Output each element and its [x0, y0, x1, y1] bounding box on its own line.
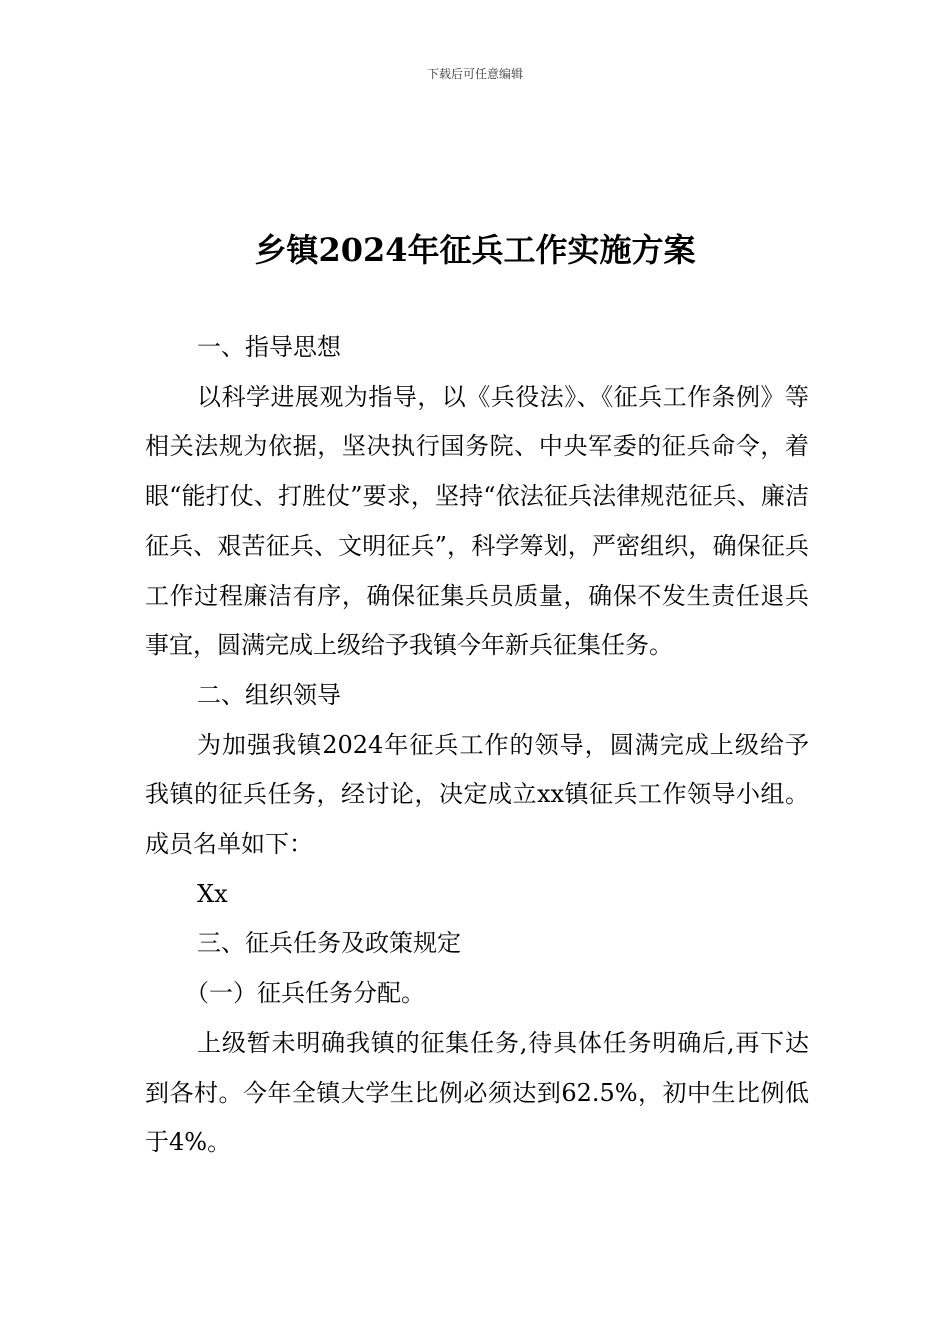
paragraph-guiding-ideology: 以科学进展观为指导，以《兵役法》、《征兵工作条例》等相关法规为依据，坚决执行国务院、中央军委的征兵命令，着眼“能打仗、打胜仗”要求，坚持“依法征兵法律规范征兵、廉洁征兵、艰苦征兵、文明征兵”，科学筹划，严密组织，确保征兵工作过程廉洁有序，确保征集兵员质量，确保不发生责任退兵事宜，圆满完成上级给予我镇今年新兵征集任务。 — [145, 382, 809, 660]
document-title: 乡镇2024年征兵工作实施方案 — [254, 231, 696, 269]
section-heading-guiding-ideology: 一、指导思想 — [197, 333, 341, 361]
section-heading-tasks-policy: 三、征兵任务及政策规定 — [197, 929, 461, 958]
header-note: 下载后可任意编辑 — [426, 67, 523, 81]
paragraph-organization: 为加强我镇2024年征兵工作的领导，圆满完成上级给予我镇的征兵任务，经讨论，决定成立xx镇征兵工作领导小组。成员名单如下： — [145, 730, 809, 859]
paragraph-task-allocation: 上级暂未明确我镇的征集任务,待具体任务明确后,再下达到各村。今年全镇大学生比例必须达到62.5%，初中生比例低于4%。 — [145, 1028, 809, 1157]
subsection-heading-task-allocation: （一）征兵任务分配。 — [185, 979, 425, 1008]
member-list-placeholder: Xx — [197, 879, 228, 908]
section-heading-organization: 二、组织领导 — [197, 680, 341, 709]
document-body — [145, 323, 809, 1168]
